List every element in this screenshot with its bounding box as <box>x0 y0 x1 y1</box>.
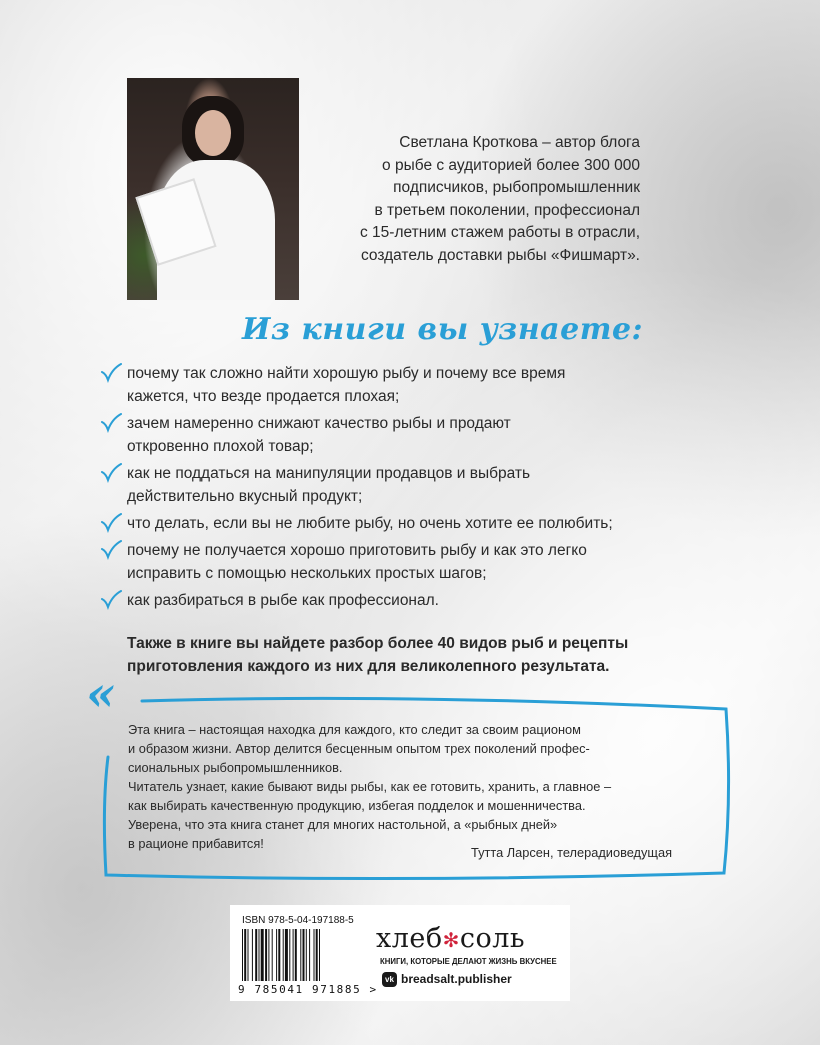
list-item <box>100 462 740 508</box>
checkmark-icon <box>100 411 122 433</box>
barcode-number: 9 785041 971885 > <box>238 983 378 996</box>
bio-line: Светлана Кроткова – автор блога <box>399 134 640 151</box>
author-photo <box>127 78 299 300</box>
checkmark-icon <box>100 588 122 610</box>
publisher-logo <box>376 923 525 954</box>
checkmark-icon <box>100 361 122 383</box>
flower-icon: ✻ <box>442 928 460 952</box>
list-item <box>100 512 740 535</box>
list-item-line: откровенно плохой товар; <box>127 438 314 455</box>
list-item-line: почему так сложно найти хорошую рыбу и почему все время <box>127 365 566 382</box>
benefits-list <box>100 362 740 612</box>
list-item <box>100 539 740 585</box>
logo-right: соль <box>459 923 526 954</box>
bio-line: создатель доставки рыбы «Фишмарт». <box>360 246 640 264</box>
list-item-line: кажется, что везде продается плохая; <box>127 388 400 405</box>
logo-left: хлеб <box>376 923 443 954</box>
list-item <box>100 412 740 458</box>
review-line: Уверена, что эта книга станет для многих настольной, а «рыбных дней» <box>128 817 558 832</box>
summary-text <box>127 632 747 678</box>
review-line: Эта книга – настоящая находка для каждого, кто следит за своим рационом <box>128 722 581 737</box>
social-text: breadsalt.publisher <box>401 972 512 986</box>
list-item-line: как не поддаться на манипуляции продавцов и выбрать <box>127 465 531 482</box>
barcode-icon <box>240 929 364 981</box>
list-item-line: почему не получается хорошо приготовить рыбу и как это легко <box>127 542 587 559</box>
list-item-line: действительно вкусный продукт; <box>127 488 363 505</box>
checkmark-icon <box>100 538 122 560</box>
publisher-tagline: КНИГИ, КОТОРЫЕ ДЕЛАЮТ ЖИЗНЬ ВКУСНЕЕ <box>380 957 557 966</box>
review-line: сиональных рыбопромышленников. <box>128 760 343 775</box>
list-item-line: что делать, если вы не любите рыбу, но очень хотите ее полюбить; <box>127 515 613 532</box>
list-item <box>100 362 740 408</box>
review-line: в рационе прибавится! <box>128 836 264 851</box>
section-heading: Из книги вы узнаете: <box>242 312 644 347</box>
review-line: и образом жизни. Автор делится бесценным опытом трех поколений профес- <box>128 741 590 756</box>
summary-line: Также в книге вы найдете разбор более 40 видов рыб и рецепты <box>127 635 629 652</box>
quote-icon: « <box>86 666 116 722</box>
review-line: Читатель узнает, какие бывают виды рыбы, как ее готовить, хранить, а главное – <box>128 779 612 794</box>
list-item-line: зачем намеренно снижают качество рыбы и продают <box>127 415 511 432</box>
isbn-text: ISBN 978-5-04-197188-5 <box>242 915 354 926</box>
summary-line: приготовления каждого из них для великолепного результата. <box>127 658 610 675</box>
bio-line: в третьем поколении, профессионал <box>374 201 640 219</box>
bio-line: подписчиков, рыбопромышленник <box>393 179 640 196</box>
list-item <box>100 589 740 612</box>
list-item-line: исправить с помощью нескольких простых шагов; <box>127 565 487 582</box>
barcode-panel <box>230 905 570 1001</box>
review-text <box>128 720 708 853</box>
checkmark-icon <box>100 511 122 533</box>
social-handle <box>382 972 512 987</box>
list-item-line: как разбираться в рыбе как профессионал. <box>127 592 439 609</box>
vk-icon: vk <box>382 972 397 987</box>
bio-line: с 15-летним стажем работы в отрасли, <box>360 224 640 241</box>
checkmark-icon <box>100 461 122 483</box>
author-bio <box>300 132 640 267</box>
bio-line: о рыбе с аудиторией более 300 000 <box>382 156 640 174</box>
review-line: как выбирать качественную продукцию, избегая подделок и мошенничества. <box>128 798 586 813</box>
review-author: Тутта Ларсен, телерадиоведущая <box>471 845 672 860</box>
